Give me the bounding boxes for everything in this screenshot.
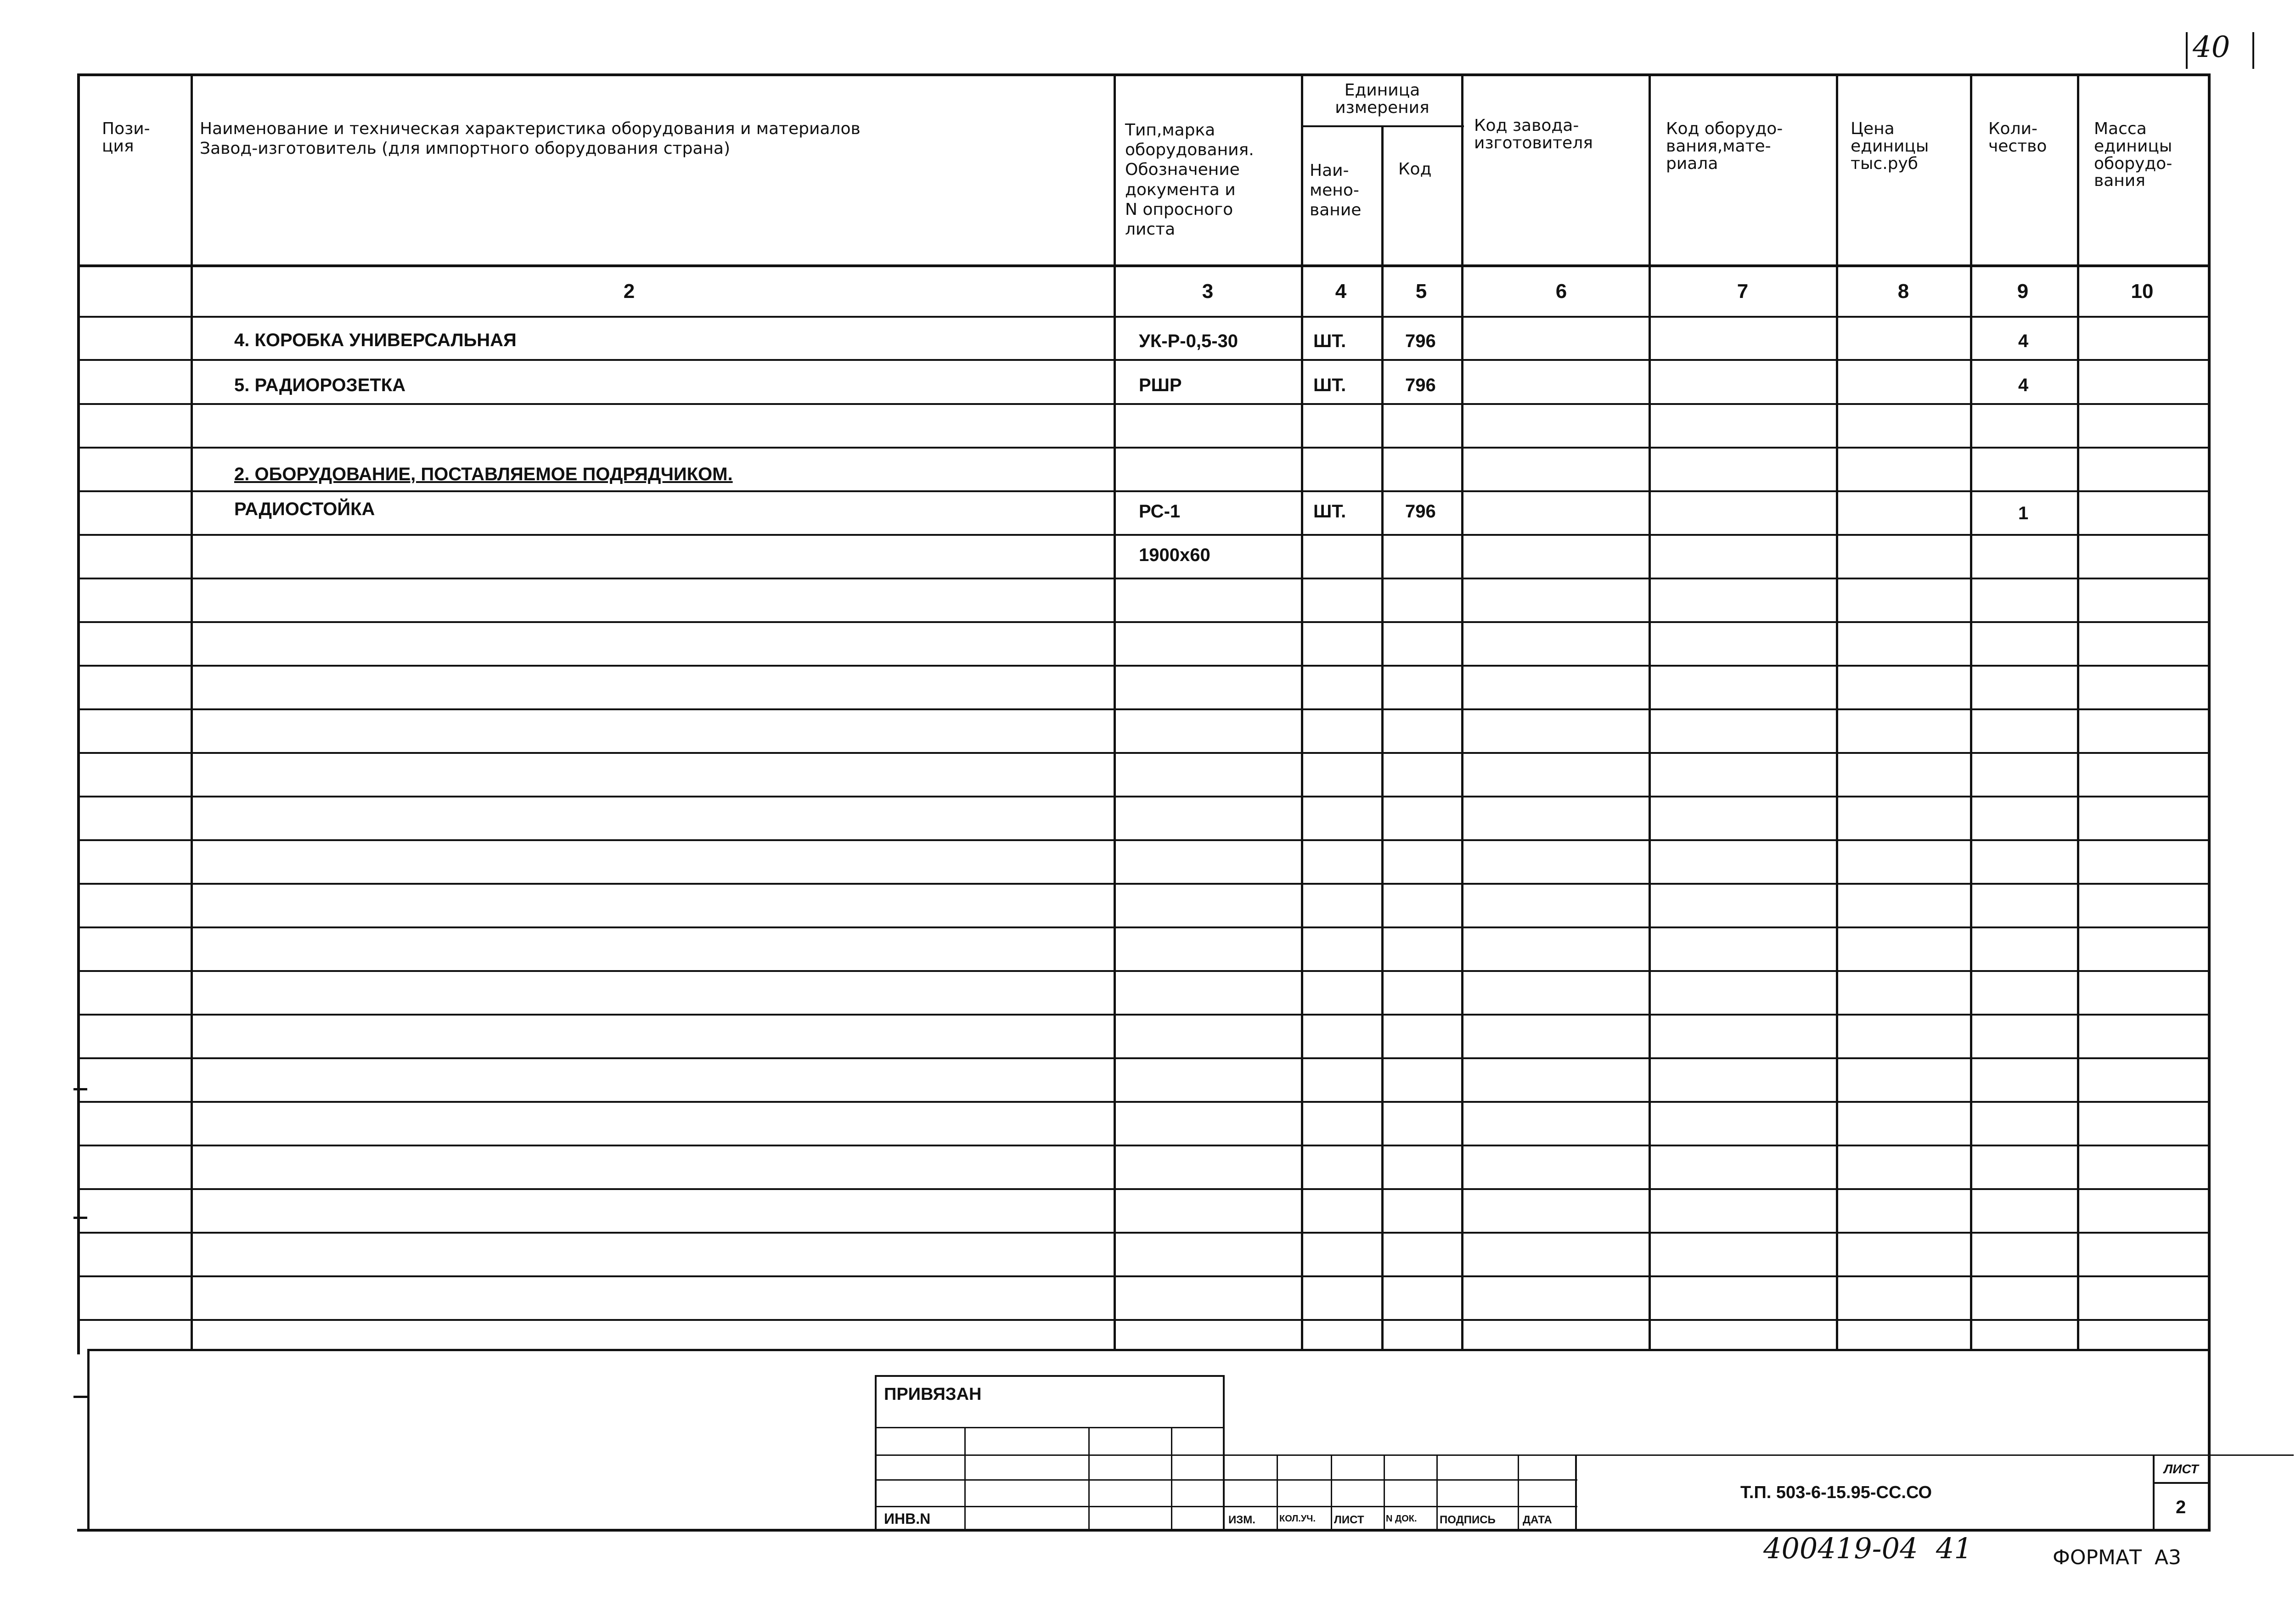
stamp-ndok: N ДОК. [1386, 1514, 1417, 1524]
stamp-privyazan: ПРИВЯЗАН [884, 1385, 982, 1404]
row-3-qty: 1 [2018, 503, 2029, 523]
header-quantity: Коли- чество [1988, 119, 2047, 156]
row-2-code: 796 [1405, 375, 1436, 395]
header-type: Тип,марка оборудования. Обозначение документа и N опросного листа [1125, 121, 1254, 239]
colnum-5: 5 [1415, 280, 1427, 303]
header-price: Цена единицы тыс.руб [1851, 119, 1929, 173]
colnum-6: 6 [1555, 280, 1567, 303]
row-1-type: УК-Р-0,5-30 [1139, 331, 1238, 351]
colnum-2: 2 [623, 280, 635, 303]
section-heading: 2. ОБОРУДОВАНИЕ, ПОСТАВЛЯЕМОЕ ПОДРЯДЧИКОМ. [234, 464, 733, 484]
colnum-4: 4 [1335, 280, 1347, 303]
header-unit: Единица измерения [1335, 81, 1429, 117]
handwritten-number: 400419-04 41 [1763, 1532, 1972, 1565]
stamp-inv: ИНВ.N [884, 1510, 931, 1527]
stamp-list: ЛИСТ [1334, 1514, 1364, 1526]
header-mass: Масса единицы оборудо- вания [2094, 119, 2172, 191]
colnum-10: 10 [2131, 280, 2154, 303]
sheet-number: 2 [2176, 1497, 2186, 1517]
stamp-data: ДАТА [1523, 1514, 1552, 1526]
stamp-podpis: ПОДПИСЬ [1440, 1514, 1496, 1526]
row-3-type: РС-1 [1139, 501, 1181, 522]
stamp-izm: ИЗМ. [1228, 1514, 1255, 1526]
header-position: Пози- ция [102, 119, 150, 156]
document-designation: Т.П. 503-6-15.95-СС.СО [1740, 1483, 1932, 1502]
row-3-code: 796 [1405, 501, 1436, 522]
row-2-name: 5. РАДИОРОЗЕТКА [234, 375, 406, 395]
colnum-3: 3 [1202, 280, 1214, 303]
row-4-type: 1900х60 [1139, 545, 1210, 565]
row-1-qty: 4 [2018, 331, 2029, 351]
header-factory-code: Код завода- изготовителя [1474, 116, 1593, 152]
row-1-unit: ШТ. [1313, 331, 1346, 351]
row-3-name: РАДИОСТОЙКА [234, 499, 375, 519]
colnum-7: 7 [1737, 280, 1749, 303]
header-equipment-code: Код оборудо- вания,мате- риала [1666, 119, 1783, 173]
format-label: ФОРМАТ А3 [2053, 1546, 2182, 1569]
row-2-qty: 4 [2018, 375, 2029, 395]
header-name-line2: Завод-изготовитель (для импортного оборудования страна) [200, 139, 731, 158]
row-1-code: 796 [1405, 331, 1436, 351]
header-unit-code: Код [1398, 160, 1432, 179]
row-2-unit: ШТ. [1313, 375, 1346, 395]
colnum-9: 9 [2017, 280, 2029, 303]
header-name-line1: Наименование и техническая характеристика оборудования и материалов [200, 119, 861, 138]
page-number: 40 [2193, 30, 2230, 64]
stamp-koluch: КОЛ.УЧ. [1279, 1514, 1316, 1524]
colnum-8: 8 [1897, 280, 1909, 303]
row-1-name: 4. КОРОБКА УНИВЕРСАЛЬНАЯ [234, 330, 517, 350]
sheet-label: ЛИСТ [2164, 1462, 2199, 1476]
row-2-type: РШР [1139, 375, 1182, 395]
header-unit-name: Наи- мено- вание [1310, 161, 1362, 220]
row-3-unit: ШТ. [1313, 501, 1346, 522]
